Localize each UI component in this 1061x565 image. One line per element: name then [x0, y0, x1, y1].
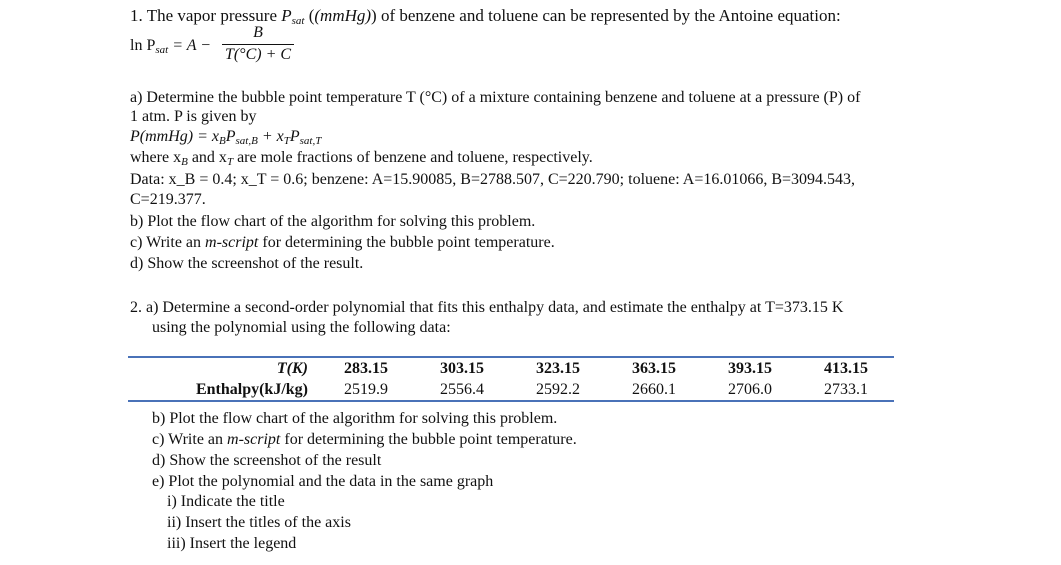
table-cell: 2733.1: [798, 379, 894, 401]
q1-part-d: d) Show the screenshot of the result.: [130, 255, 364, 272]
table-cell: 2592.2: [510, 379, 606, 401]
q2-part-b: b) Plot the flow chart of the algorithm for solving this problem.: [152, 410, 558, 427]
q2-part-d: d) Show the screenshot of the result: [152, 452, 382, 469]
table-row-temperature: [128, 357, 894, 379]
data-line2: C=219.377.: [130, 191, 206, 208]
table-header-temperature: T(K): [128, 357, 318, 379]
question-1-intro: The vapor pressure $P_{sat}$ ((mmHg)) of benzene and toluene can be represented by the Antoine equation:: [146, 6, 841, 27]
enthalpy-table: [128, 356, 894, 402]
q1-part-a-line1: a) Determine the bubble point temperature T (°C) of a mixture containing benzene and toluene at a pressure (P) of: [130, 89, 861, 106]
table-cell: 303.15: [414, 357, 510, 379]
table-row-enthalpy: [128, 379, 894, 401]
question-2-heading: [130, 298, 843, 317]
q1-part-a-line2: 1 atm. P is given by: [130, 108, 257, 125]
q2-part-e-i: i) Indicate the title: [167, 493, 285, 510]
table-cell: 2660.1: [606, 379, 702, 401]
q2-part-c: c) Write an m-script for determining the bubble point temperature.: [152, 431, 577, 448]
data-line1: Data: x_B = 0.4; x_T = 0.6; benzene: A=15.90085, B=2788.507, C=220.790; toluene: A=16.01066, B=3094.543,: [130, 171, 856, 188]
table-cell: 393.15: [702, 357, 798, 379]
table-cell: 2519.9: [318, 379, 414, 401]
equation-numerator: B: [253, 24, 263, 41]
fraction-bar: [222, 44, 294, 45]
question-2-number: 2.: [130, 299, 142, 316]
q1-part-b: b) Plot the flow chart of the algorithm for solving this problem.: [130, 213, 536, 230]
table-header-enthalpy: Enthalpy(kJ/kg): [128, 379, 318, 401]
table-cell: 413.15: [798, 357, 894, 379]
q1-part-c: c) Write an m-script for determining the bubble point temperature.: [130, 234, 555, 251]
question-1-number: 1.: [130, 6, 143, 25]
q2-part-a-line2: using the polynomial using the following data:: [152, 319, 451, 336]
q2-part-e: e) Plot the polynomial and the data in the same graph: [152, 473, 494, 490]
table-cell: 323.15: [510, 357, 606, 379]
equation-denominator: T(°C) + C: [224, 46, 292, 63]
table-cell: 2556.4: [414, 379, 510, 401]
q2-part-e-iii: iii) Insert the legend: [167, 535, 297, 552]
q2-part-a-line1: a) Determine a second-order polynomial that fits this enthalpy data, and estimate the enthalpy at T=373.15 K: [146, 299, 844, 316]
where-line: where $x_B$ and $x_T$ are mole fractions of benzene and toluene, respectively.: [130, 149, 593, 168]
table-cell: 363.15: [606, 357, 702, 379]
table-cell: 283.15: [318, 357, 414, 379]
table-cell: 2706.0: [702, 379, 798, 401]
pressure-formula: P(mmHg) = $x_BP_{sat,B} + x_TP_{sat,T}$: [130, 128, 322, 147]
q2-part-e-ii: ii) Insert the titles of the axis: [167, 514, 351, 531]
